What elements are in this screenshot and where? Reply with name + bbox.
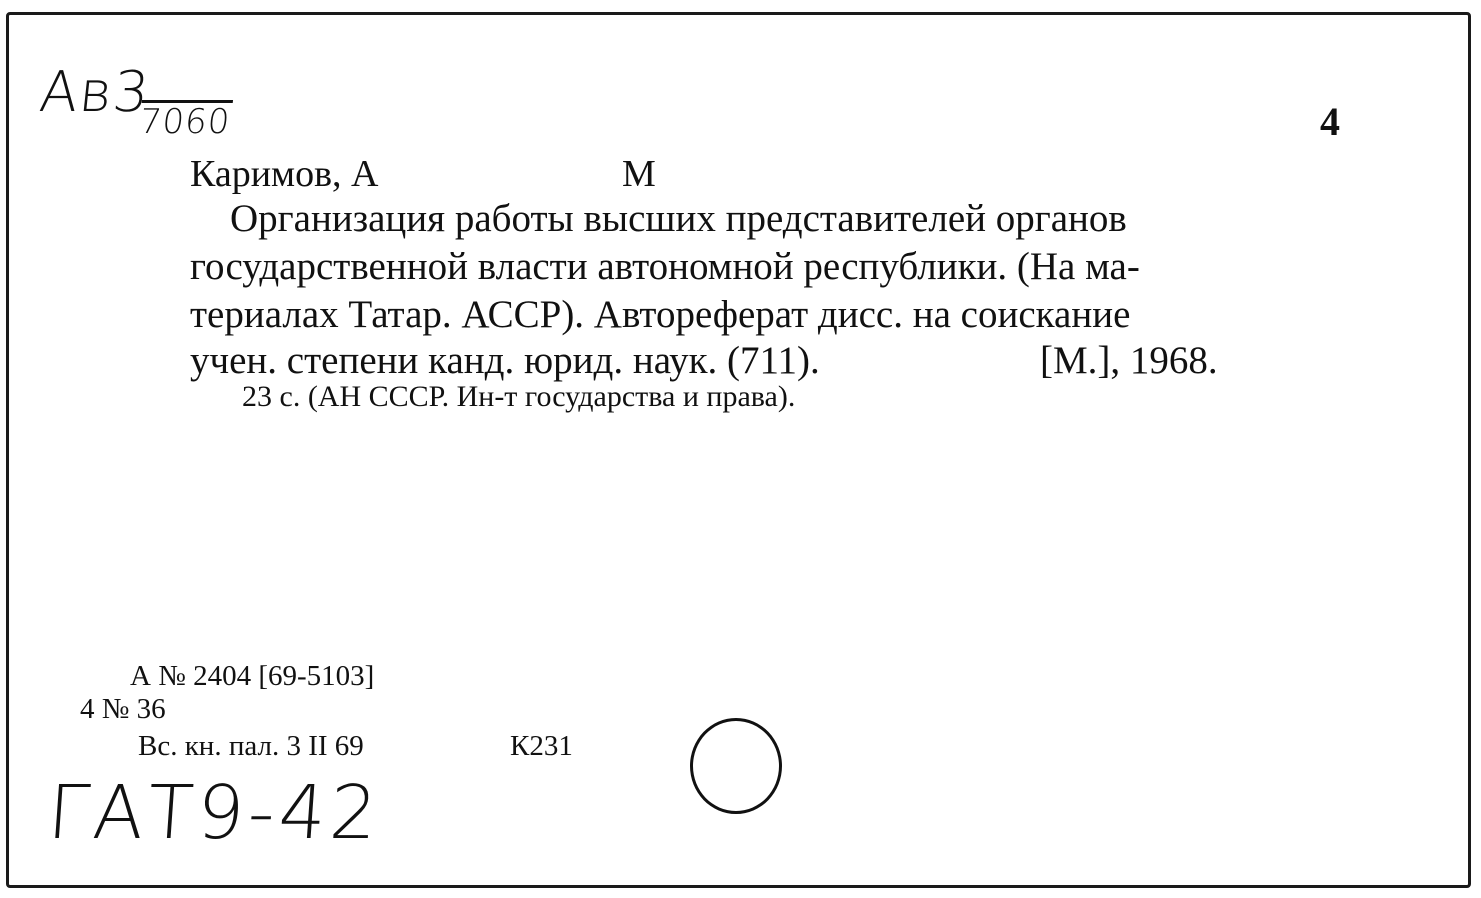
registry-code: К231 [510, 730, 573, 762]
title-line-2: государственной власти автономной республики. (На ма- [190, 245, 1140, 288]
title-line-4: учен. степени канд. юрид. наук. (711). [190, 339, 820, 382]
registry-line-1: А № 2404 [69-5103] [130, 660, 375, 692]
card-number: 4 [1320, 99, 1340, 144]
handwritten-shelf-code: Aв3 [36, 60, 154, 125]
collation: 23 с. (АН СССР. Ин-т государства и права). [242, 380, 796, 413]
author-name: Каримов, А [190, 153, 379, 195]
title-line-1: Организация работы высших представителей органов [230, 197, 1127, 240]
title-line-3: териалах Татар. АССР). Автореферат дисс. на соискание [190, 293, 1131, 336]
handwritten-shelf-number: 7060 [137, 102, 233, 142]
author-initial: М [622, 153, 656, 195]
registry-line-3: Вс. кн. пал. 3 II 69 [138, 730, 364, 762]
imprint: [М.], 1968. [1040, 339, 1218, 382]
handwritten-bottom-code: ГАТ9-42 [44, 770, 385, 856]
punch-hole-circle [690, 718, 782, 814]
registry-line-2: 4 № 36 [80, 693, 166, 725]
